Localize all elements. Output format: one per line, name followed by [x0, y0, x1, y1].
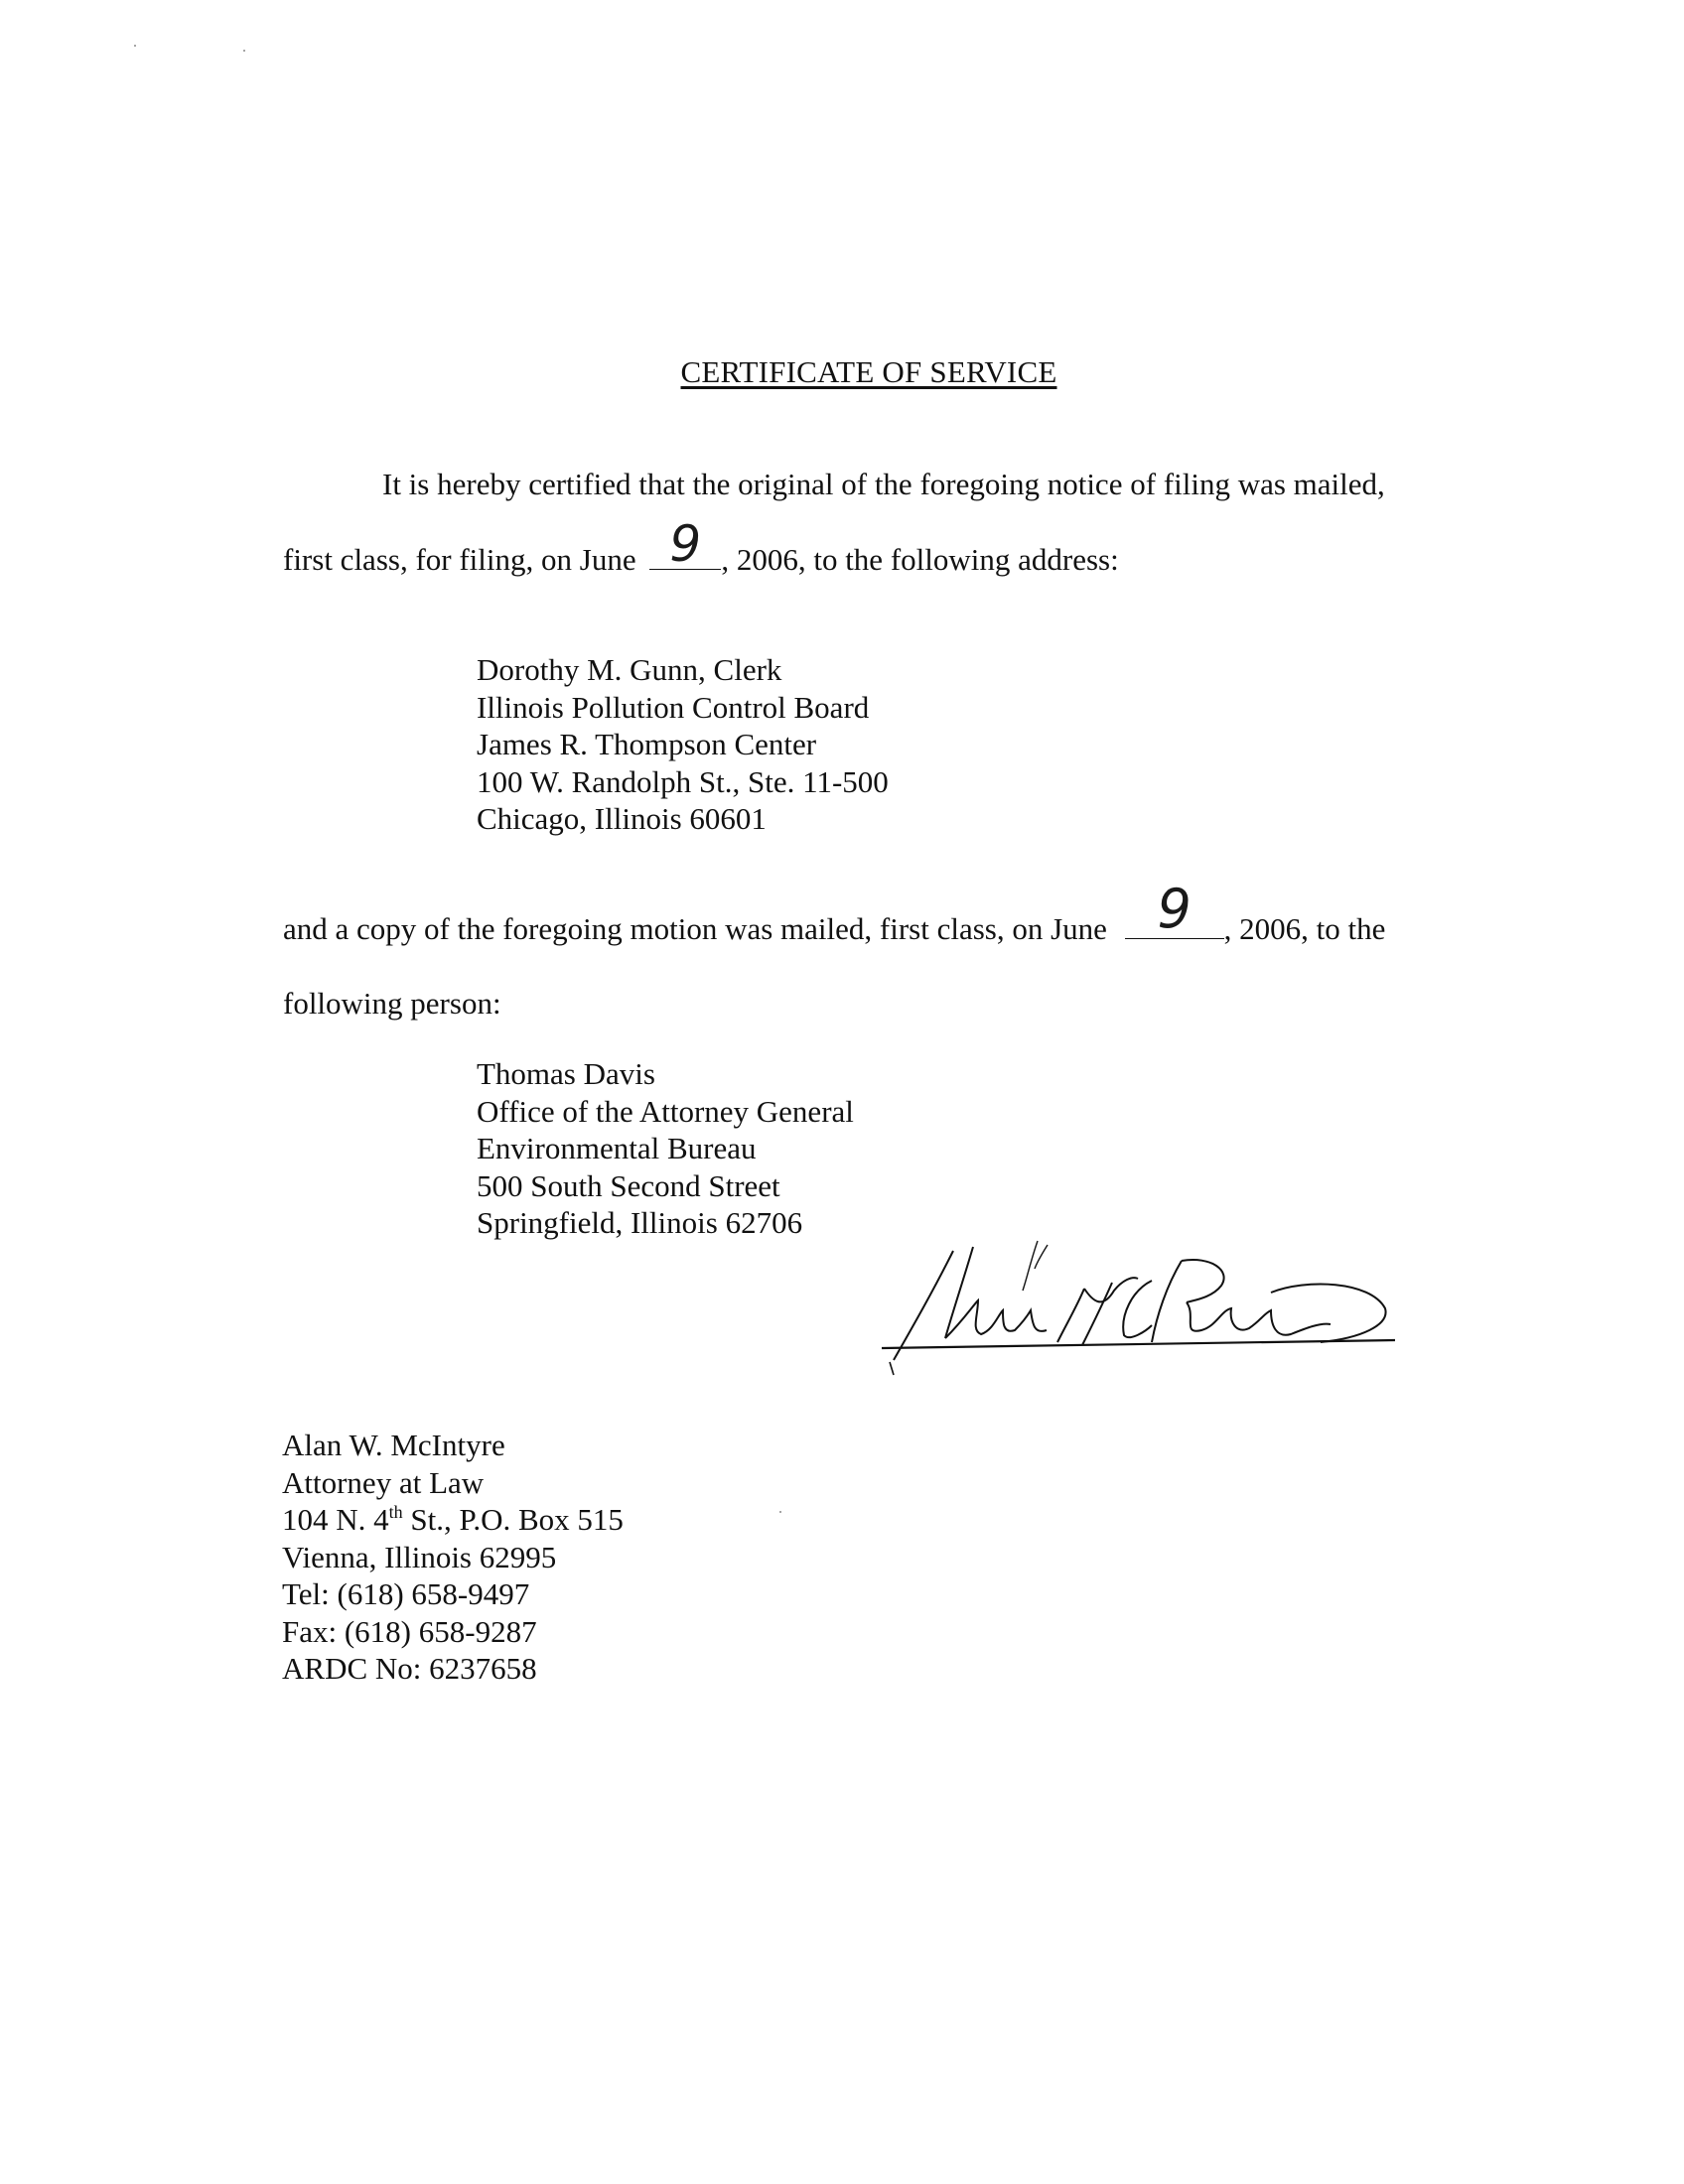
address-line: James R. Thompson Center: [477, 727, 817, 761]
address-line: 500 South Second Street: [477, 1167, 780, 1203]
copy-text-before: and a copy of the foregoing motion was mailed, first class, on June: [283, 911, 1107, 946]
address-line: Chicago, Illinois 60601: [477, 801, 767, 836]
street-number: 104 N. 4: [282, 1502, 389, 1537]
filing-date-blank: [649, 515, 721, 573]
address-line: Environmental Bureau: [477, 1131, 757, 1165]
sender-name: Alan W. McIntyre: [282, 1428, 505, 1462]
certification-line-1: It is hereby certified that the original of the foregoing notice of filing was mailed,: [382, 467, 1385, 501]
handwritten-day: 9: [669, 515, 702, 573]
recipient-address-clerk: [477, 651, 889, 838]
filing-text-before: first class, for filing, on June: [283, 542, 636, 577]
scan-speck: [134, 45, 136, 47]
handwritten-day: 9: [1157, 878, 1192, 940]
address-line: Illinois Pollution Control Board: [477, 689, 870, 725]
scan-speck: [779, 1511, 781, 1513]
sender-street: [282, 1501, 624, 1539]
copy-text-after: , 2006, to the: [1223, 911, 1386, 946]
street-ordinal: th: [388, 1502, 403, 1522]
sender-fax: Fax: (618) 658-9287: [282, 1613, 537, 1649]
sender-contact-block: [282, 1427, 624, 1688]
address-line: Springfield, Illinois 62706: [477, 1205, 803, 1240]
sender-ardc: ARDC No: 6237658: [282, 1651, 537, 1686]
recipient-address-attorney-general: [477, 1055, 854, 1242]
copy-date-blank: [1125, 878, 1224, 940]
address-line: 100 W. Randolph St., Ste. 11-500: [477, 763, 889, 799]
document-title: CERTIFICATE OF SERVICE: [680, 354, 1057, 389]
address-line: Office of the Attorney General: [477, 1093, 854, 1129]
handwritten-signature: [854, 1231, 1410, 1380]
filing-text-after: , 2006, to the following address:: [721, 542, 1119, 577]
sender-title: Attorney at Law: [282, 1464, 485, 1500]
sender-phone: Tel: (618) 658-9497: [282, 1576, 530, 1611]
copy-line-2: following person:: [283, 986, 501, 1021]
certification-line-2: [283, 515, 1119, 578]
scan-speck: [243, 50, 245, 52]
sender-city: Vienna, Illinois 62995: [282, 1539, 557, 1574]
copy-line-1: [283, 878, 1386, 947]
address-line: Thomas Davis: [477, 1056, 655, 1091]
street-rest: St., P.O. Box 515: [402, 1502, 624, 1537]
address-line: Dorothy M. Gunn, Clerk: [477, 652, 782, 687]
